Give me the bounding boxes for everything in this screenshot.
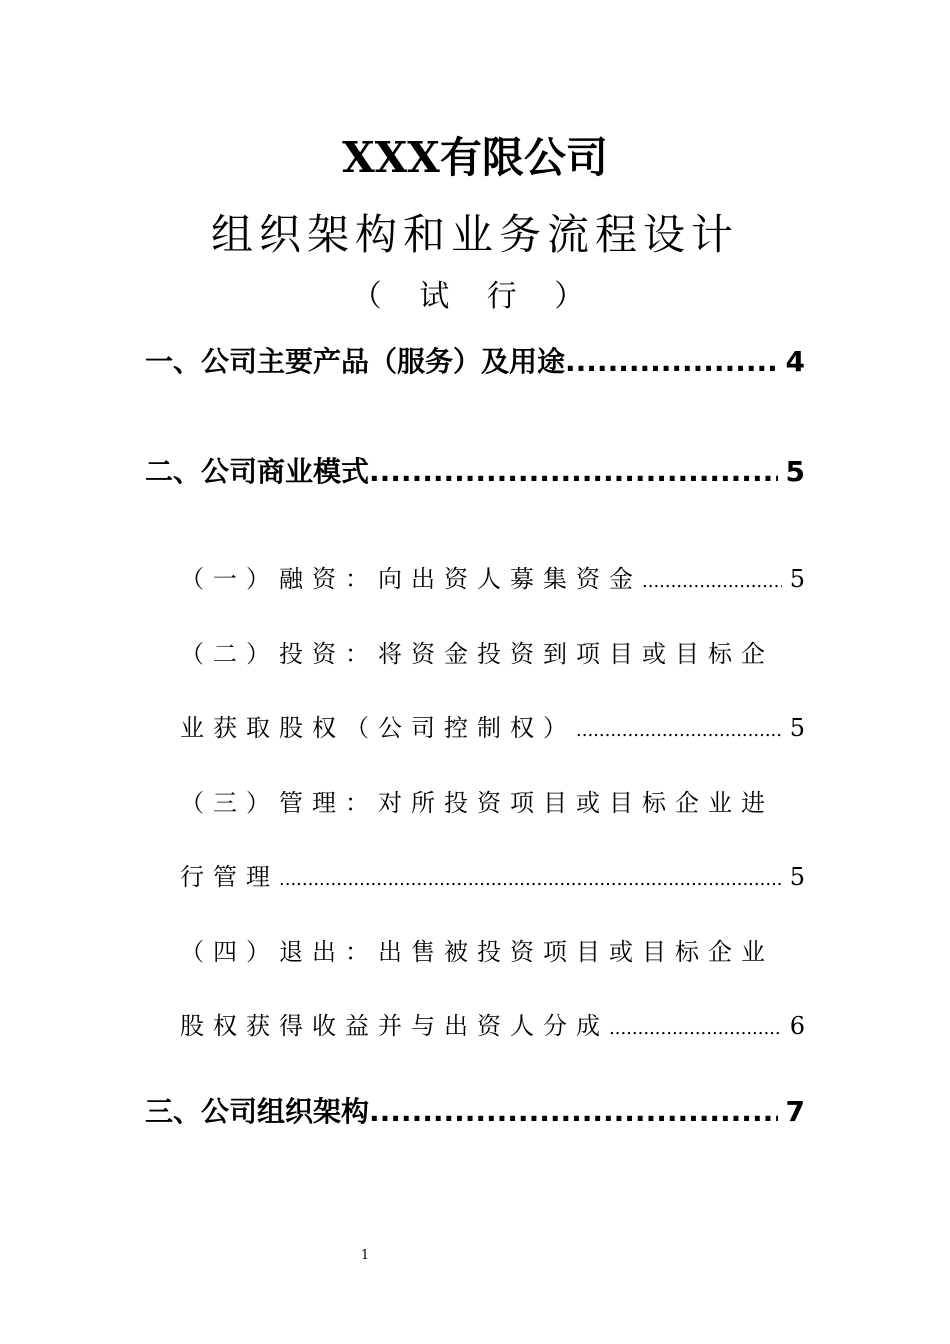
toc-page-number: 5 xyxy=(789,565,805,593)
toc-leader-dots xyxy=(642,564,782,600)
toc-entry-2-4[interactable] xyxy=(180,934,805,970)
toc-page-number: 5 xyxy=(785,455,805,488)
toc-leader-dots xyxy=(576,713,782,749)
toc-entry-text: 业获取股权（公司控制权） xyxy=(180,714,576,742)
toc-entry-text: 一、公司主要产品（服务）及用途 xyxy=(145,345,566,378)
document-subtitle: 组织架构和业务流程设计 xyxy=(210,210,739,259)
toc-entry-2-3-cont[interactable] xyxy=(180,859,805,898)
toc-page-number: 7 xyxy=(785,1095,805,1128)
toc-entry-2-4-cont[interactable] xyxy=(180,1008,805,1047)
toc-entry-1[interactable] xyxy=(145,342,805,382)
toc-page-number: 5 xyxy=(789,714,805,742)
toc-page-number: 4 xyxy=(785,345,805,378)
toc-entry-text: 行管理 xyxy=(180,863,279,891)
toc-entry-text: （一）融资：向出资人募集资金 xyxy=(180,565,642,593)
toc-entry-text: 股权获得收益并与出资人分成 xyxy=(180,1012,609,1040)
toc-entry-text: （四）退出：出售被投资项目或目标企业 xyxy=(180,938,774,966)
toc-page-number: 5 xyxy=(789,863,805,891)
toc-leader-dots xyxy=(369,452,778,492)
toc-entry-2-2-cont[interactable] xyxy=(180,710,805,749)
toc-entry-text: 二、公司商业模式 xyxy=(145,455,370,488)
toc-entry-2-1[interactable] xyxy=(180,561,805,600)
toc-entry-3[interactable] xyxy=(145,1092,805,1132)
toc-entry-2-3[interactable] xyxy=(180,785,805,821)
page-number: 1 xyxy=(360,1248,370,1263)
trial-label: （ 试 行 ） xyxy=(351,279,599,314)
toc-entry-text: （三）管理：对所投资项目或目标企业进 xyxy=(180,789,774,817)
toc-leader-dots xyxy=(279,862,782,898)
toc-entry-text: （二）投资：将资金投资到项目或目标企 xyxy=(180,640,774,668)
toc-entry-2[interactable] xyxy=(145,452,805,492)
toc-leader-dots xyxy=(565,342,778,382)
toc-entry-2-2[interactable] xyxy=(180,636,805,672)
toc-leader-dots xyxy=(369,1092,778,1132)
toc-leader-dots xyxy=(609,1011,782,1047)
document-title: XXX有限公司 xyxy=(342,133,608,182)
toc-entry-text: 三、公司组织架构 xyxy=(145,1095,370,1128)
toc-page-number: 6 xyxy=(789,1012,805,1040)
